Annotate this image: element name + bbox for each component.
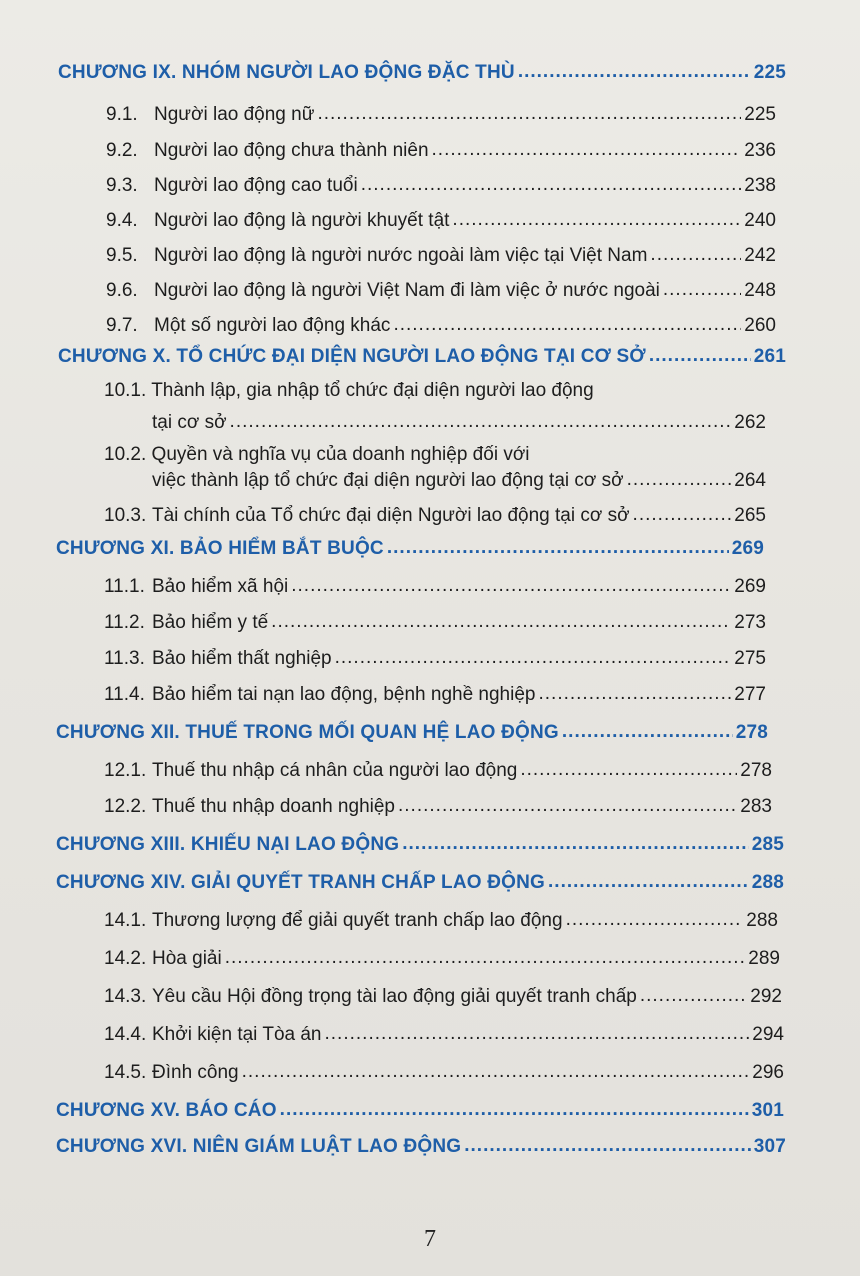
dot-leader bbox=[317, 103, 741, 125]
section-title: Người lao động là người nước ngoài làm việc tại Việt Nam bbox=[154, 245, 648, 266]
toc-section-9-1 bbox=[106, 104, 776, 126]
toc-section-11-3 bbox=[104, 648, 766, 670]
section-number: 14.3. bbox=[104, 986, 147, 1007]
section-title: Bảo hiểm tai nạn lao động, bệnh nghề nghiệp bbox=[152, 684, 536, 705]
toc-chapter-xv bbox=[56, 1100, 784, 1122]
section-page: 273 bbox=[734, 612, 766, 633]
section-page: 242 bbox=[744, 245, 776, 266]
chapter-title: CHƯƠNG XIV. GIẢI QUYẾT TRANH CHẤP LAO ĐỘNG bbox=[56, 872, 546, 893]
section-page: 260 bbox=[744, 315, 776, 336]
chapter-title: CHƯƠNG X. TỔ CHỨC ĐẠI DIỆN NGƯỜI LAO ĐỘNG TẠI CƠ SỞ bbox=[58, 346, 646, 367]
dot-leader bbox=[325, 1023, 750, 1045]
section-page: 265 bbox=[734, 505, 766, 526]
section-number: 12.1. bbox=[104, 760, 147, 781]
section-number: 11.2. bbox=[104, 612, 145, 633]
section-title: Bảo hiểm thất nghiệp bbox=[152, 648, 332, 669]
dot-leader bbox=[242, 1061, 750, 1083]
chapter-page: 269 bbox=[731, 538, 764, 559]
section-title: Người lao động chưa thành niên bbox=[154, 140, 429, 161]
chapter-page: 285 bbox=[751, 834, 784, 855]
toc-section-10-3 bbox=[104, 505, 766, 527]
dot-leader bbox=[538, 683, 731, 705]
section-number: 9.6. bbox=[106, 280, 138, 301]
toc-section-14-1 bbox=[104, 910, 778, 932]
dot-leader bbox=[464, 1135, 750, 1157]
dot-leader bbox=[518, 61, 751, 83]
section-title: Bảo hiểm xã hội bbox=[152, 576, 289, 597]
section-title: Yêu cầu Hội đồng trọng tài lao động giải quyết tranh chấp bbox=[152, 986, 637, 1007]
section-title-continued: việc thành lập tổ chức đại diện người lao động tại cơ sở bbox=[152, 470, 624, 491]
dot-leader bbox=[452, 209, 741, 231]
chapter-page: 225 bbox=[753, 62, 786, 83]
section-page: 278 bbox=[740, 760, 772, 781]
section-page: 264 bbox=[734, 470, 766, 491]
dot-leader bbox=[402, 833, 748, 855]
section-title-continued: tại cơ sở bbox=[152, 412, 227, 433]
toc-section-11-1 bbox=[104, 576, 766, 598]
dot-leader bbox=[387, 537, 729, 559]
dot-leader bbox=[650, 244, 741, 266]
section-page: 236 bbox=[744, 140, 776, 161]
section-title: Bảo hiểm y tế bbox=[152, 612, 269, 633]
section-number: 12.2. bbox=[104, 796, 147, 817]
section-page: 296 bbox=[752, 1062, 784, 1083]
section-title: Khởi kiện tại Tòa án bbox=[152, 1024, 322, 1045]
dot-leader bbox=[649, 345, 751, 367]
dot-leader bbox=[548, 871, 749, 893]
section-title: Tài chính của Tổ chức đại diện Người lao động tại cơ sở bbox=[152, 505, 630, 526]
chapter-title: CHƯƠNG XI. BẢO HIỂM BẮT BUỘC bbox=[56, 538, 384, 559]
section-page: 283 bbox=[740, 796, 772, 817]
chapter-title: CHƯƠNG XII. THUẾ TRONG MỐI QUAN HỆ LAO ĐỘNG bbox=[56, 722, 559, 743]
toc-chapter-xii bbox=[56, 722, 768, 744]
section-number: 9.1. bbox=[106, 104, 138, 125]
dot-leader bbox=[663, 279, 741, 301]
section-title: Hòa giải bbox=[152, 948, 222, 969]
toc-chapter-xi bbox=[56, 538, 764, 560]
section-page: 288 bbox=[746, 910, 778, 931]
section-number: 10.2. bbox=[104, 444, 147, 465]
toc-section-14-5 bbox=[104, 1062, 784, 1084]
toc-section-9-4 bbox=[106, 210, 776, 232]
section-title: Thành lập, gia nhập tổ chức đại diện người lao động bbox=[151, 380, 594, 401]
toc-section-11-4 bbox=[104, 684, 766, 706]
toc-chapter-ix bbox=[58, 62, 786, 84]
toc-section-12-2 bbox=[104, 796, 772, 818]
dot-leader bbox=[230, 411, 732, 433]
toc-section-10-1 bbox=[152, 412, 766, 434]
dot-leader bbox=[225, 947, 746, 969]
dot-leader bbox=[271, 611, 731, 633]
section-page: 269 bbox=[734, 576, 766, 597]
section-number: 9.3. bbox=[106, 175, 138, 196]
toc-section-9-7 bbox=[106, 315, 776, 337]
dot-leader bbox=[520, 759, 737, 781]
section-number: 14.5. bbox=[104, 1062, 147, 1083]
section-number: 9.2. bbox=[106, 140, 138, 161]
toc-chapter-xiv bbox=[56, 872, 784, 894]
section-number: 10.3. bbox=[104, 505, 147, 526]
section-page: 294 bbox=[752, 1024, 784, 1045]
dot-leader bbox=[291, 575, 731, 597]
section-title: Thương lượng để giải quyết tranh chấp lao động bbox=[152, 910, 563, 931]
dot-leader bbox=[633, 504, 732, 526]
chapter-page: 278 bbox=[735, 722, 768, 743]
section-title: Người lao động nữ bbox=[154, 104, 315, 125]
dot-leader bbox=[566, 909, 744, 931]
dot-leader bbox=[562, 721, 733, 743]
chapter-page: 261 bbox=[753, 346, 786, 367]
section-page: 240 bbox=[744, 210, 776, 231]
section-title: Đình công bbox=[152, 1062, 239, 1083]
toc-section-10-1-head bbox=[104, 380, 594, 402]
toc-section-9-2 bbox=[106, 140, 776, 162]
toc-section-14-4 bbox=[104, 1024, 784, 1046]
chapter-title: CHƯƠNG XVI. NIÊN GIÁM LUẬT LAO ĐỘNG bbox=[56, 1136, 462, 1157]
toc-section-12-1 bbox=[104, 760, 772, 782]
toc-section-9-3 bbox=[106, 175, 776, 197]
chapter-page: 307 bbox=[753, 1136, 786, 1157]
toc-section-9-5 bbox=[106, 245, 776, 267]
toc-section-11-2 bbox=[104, 612, 766, 634]
section-number: 9.5. bbox=[106, 245, 138, 266]
page-number: 7 bbox=[424, 1226, 436, 1252]
section-title: Người lao động là người khuyết tật bbox=[154, 210, 450, 231]
section-page: 225 bbox=[744, 104, 776, 125]
toc-section-14-3 bbox=[104, 986, 782, 1008]
section-page: 248 bbox=[744, 280, 776, 301]
chapter-title: CHƯƠNG XIII. KHIẾU NẠI LAO ĐỘNG bbox=[56, 834, 400, 855]
chapter-page: 301 bbox=[751, 1100, 784, 1121]
toc-section-10-2 bbox=[152, 470, 766, 492]
toc-section-10-2-head bbox=[104, 444, 530, 466]
section-page: 277 bbox=[734, 684, 766, 705]
section-number: 14.1. bbox=[104, 910, 147, 931]
section-page: 262 bbox=[734, 412, 766, 433]
chapter-title: CHƯƠNG XV. BÁO CÁO bbox=[56, 1100, 277, 1121]
chapter-page: 288 bbox=[751, 872, 784, 893]
section-page: 292 bbox=[750, 986, 782, 1007]
dot-leader bbox=[398, 795, 737, 817]
section-page: 238 bbox=[744, 175, 776, 196]
dot-leader bbox=[627, 469, 732, 491]
chapter-title: CHƯƠNG IX. NHÓM NGƯỜI LAO ĐỘNG ĐẶC THÙ bbox=[58, 62, 515, 83]
section-number: 11.1. bbox=[104, 576, 145, 597]
dot-leader bbox=[640, 985, 747, 1007]
section-number: 11.4. bbox=[104, 684, 145, 705]
section-number: 14.2. bbox=[104, 948, 147, 969]
section-page: 275 bbox=[734, 648, 766, 669]
toc-section-9-6 bbox=[106, 280, 776, 302]
section-title: Người lao động là người Việt Nam đi làm việc ở nước ngoài bbox=[154, 280, 660, 301]
toc-chapter-xiii bbox=[56, 834, 784, 856]
section-number: 9.7. bbox=[106, 315, 138, 336]
section-number: 9.4. bbox=[106, 210, 138, 231]
section-title: Thuế thu nhập cá nhân của người lao động bbox=[152, 760, 518, 781]
section-page: 289 bbox=[748, 948, 780, 969]
dot-leader bbox=[393, 314, 741, 336]
toc-section-14-2 bbox=[104, 948, 780, 970]
section-number: 14.4. bbox=[104, 1024, 147, 1045]
toc-chapter-x bbox=[58, 346, 786, 368]
dot-leader bbox=[280, 1099, 749, 1121]
section-title: Một số người lao động khác bbox=[154, 315, 391, 336]
dot-leader bbox=[335, 647, 732, 669]
section-title: Thuế thu nhập doanh nghiệp bbox=[152, 796, 395, 817]
section-number: 11.3. bbox=[104, 648, 145, 669]
dot-leader bbox=[361, 174, 742, 196]
toc-chapter-xvi bbox=[56, 1136, 786, 1158]
section-title: Quyền và nghĩa vụ của doanh nghiệp đối với bbox=[151, 444, 530, 465]
section-number: 10.1. bbox=[104, 380, 147, 401]
section-title: Người lao động cao tuổi bbox=[154, 175, 358, 196]
dot-leader bbox=[432, 139, 742, 161]
